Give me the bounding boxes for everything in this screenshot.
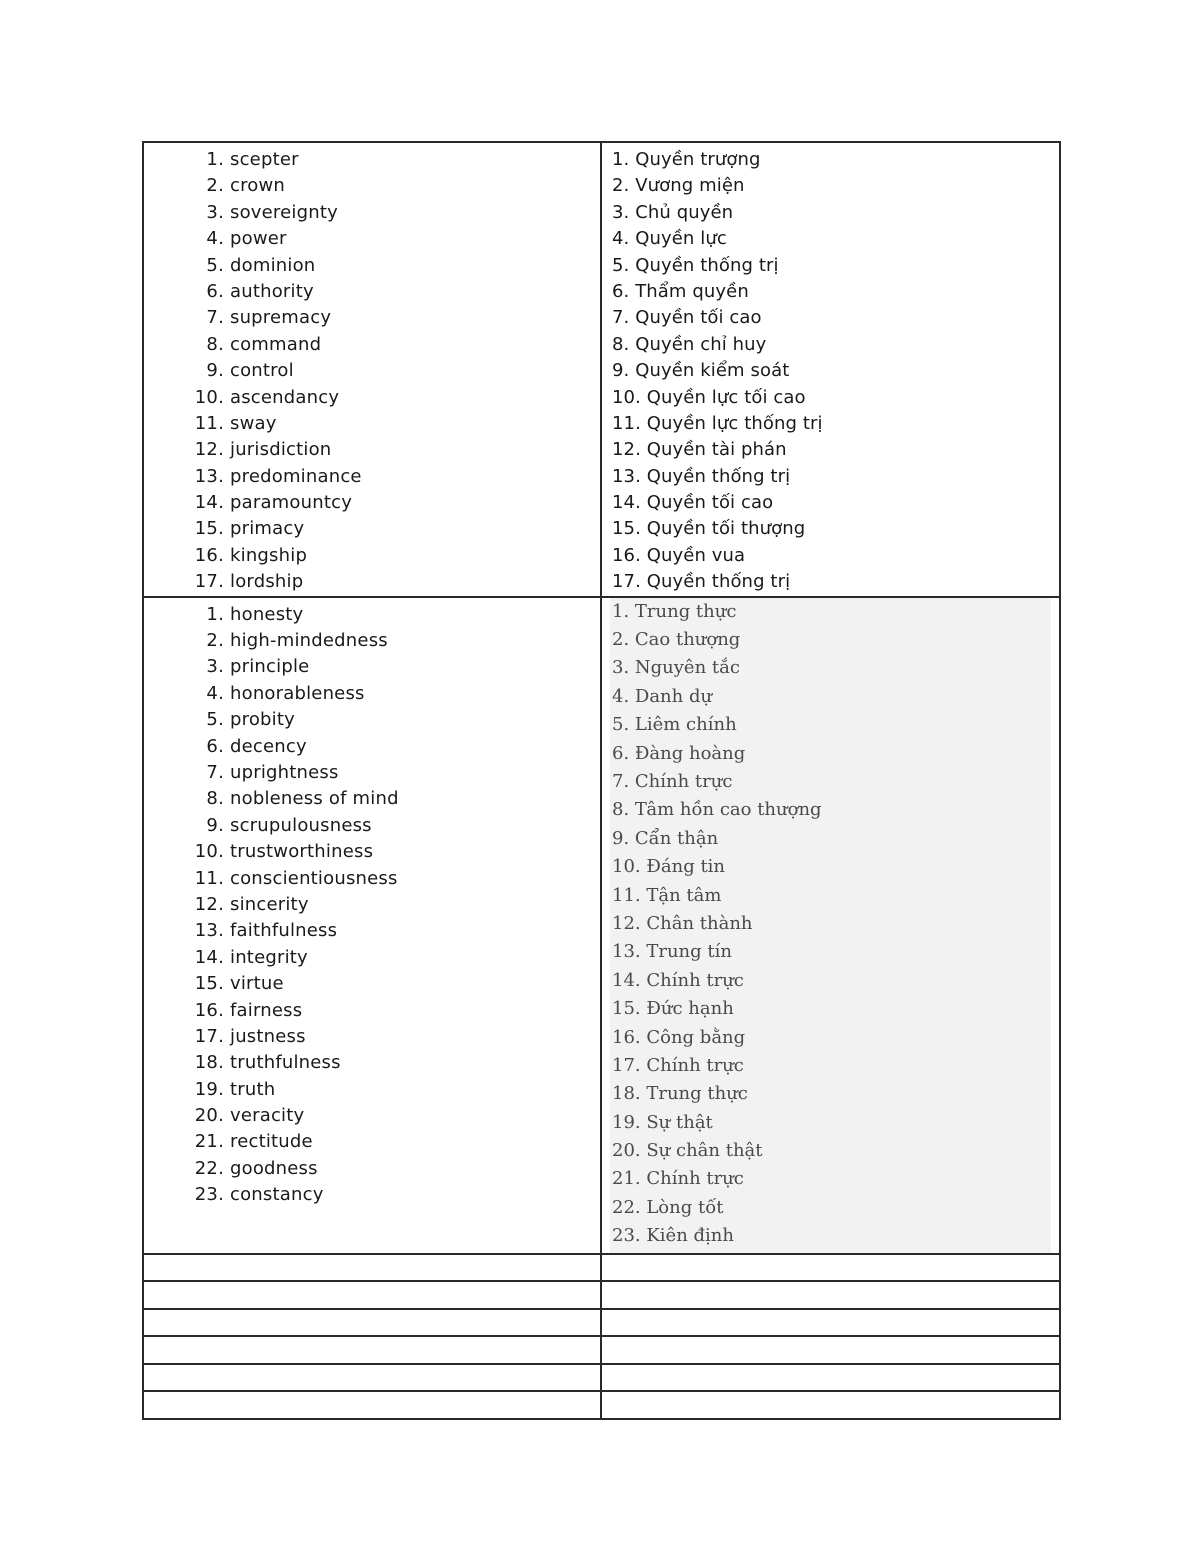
- english-term: control: [230, 360, 294, 382]
- empty-cell: [143, 1309, 601, 1337]
- english-term: conscientiousness: [230, 867, 398, 889]
- cell-vietnamese-power: [601, 142, 1060, 597]
- item-number: 3.: [206, 201, 224, 223]
- table-row-power: [143, 142, 1060, 597]
- empty-cell: [143, 1281, 601, 1309]
- english-term: truth: [230, 1078, 276, 1100]
- vietnamese-term: 3. Chủ quyền: [612, 201, 734, 223]
- english-term: paramountcy: [230, 492, 353, 514]
- vietnamese-term: 11. Tận tâm: [612, 884, 722, 906]
- english-term: faithfulness: [230, 920, 338, 942]
- list-item: [144, 918, 600, 944]
- list-item: [144, 628, 600, 654]
- vietnamese-term: 10. Đáng tin: [612, 856, 726, 878]
- list-item: [144, 654, 600, 680]
- list-item: [144, 358, 600, 384]
- empty-cell: [601, 1336, 1060, 1364]
- english-term: supremacy: [230, 307, 332, 329]
- item-number: 9.: [206, 360, 224, 382]
- list-item: [144, 866, 600, 892]
- english-term: primacy: [230, 518, 305, 540]
- item-number: 7.: [206, 761, 224, 783]
- vietnamese-term: 11. Quyền lực thống trị: [612, 412, 823, 434]
- vocabulary-table: [142, 141, 1061, 1420]
- english-term: decency: [230, 735, 307, 757]
- english-term: virtue: [230, 973, 284, 995]
- empty-cell: [601, 1364, 1060, 1392]
- list-item: [144, 543, 600, 569]
- vietnamese-term: 9. Cẩn thận: [612, 827, 719, 849]
- vietnamese-term: 23. Kiên định: [612, 1225, 734, 1247]
- item-number: 13.: [194, 920, 224, 942]
- vietnamese-term: 5. Quyền thống trị: [612, 254, 779, 276]
- list-item: [144, 971, 600, 997]
- vietnamese-term: 2. Vương miện: [612, 175, 745, 197]
- vietnamese-term: 5. Liêm chính: [612, 714, 737, 736]
- vietnamese-term: 16. Quyền vua: [612, 544, 746, 566]
- item-number: 12.: [194, 439, 224, 461]
- english-term: justness: [230, 1025, 306, 1047]
- vietnamese-term: 6. Đàng hoàng: [612, 742, 746, 764]
- english-term: goodness: [230, 1157, 318, 1179]
- english-list-honesty: [144, 598, 600, 1209]
- empty-table-row: [143, 1391, 1060, 1419]
- english-term: predominance: [230, 465, 362, 487]
- item-number: 23.: [194, 1184, 224, 1206]
- item-number: 1.: [206, 603, 224, 625]
- item-number: 12.: [194, 893, 224, 915]
- english-term: rectitude: [230, 1131, 313, 1153]
- item-number: 17.: [194, 571, 224, 593]
- item-number: 4.: [206, 228, 224, 250]
- english-term: scrupulousness: [230, 814, 372, 836]
- item-number: 15.: [194, 518, 224, 540]
- empty-cell: [601, 1309, 1060, 1337]
- table-row-honesty: [143, 597, 1060, 1254]
- item-number: 10.: [194, 386, 224, 408]
- item-number: 1.: [206, 149, 224, 170]
- item-number: 7.: [206, 307, 224, 329]
- vietnamese-term: 15. Quyền tối thượng: [612, 518, 806, 540]
- english-term: probity: [230, 709, 295, 731]
- empty-table-row: [143, 1364, 1060, 1392]
- vietnamese-term: 14. Chính trực: [612, 969, 744, 991]
- empty-table-row: [143, 1281, 1060, 1309]
- item-number: 2.: [206, 630, 224, 652]
- english-term: power: [230, 228, 287, 250]
- vietnamese-term: 18. Trung thực: [612, 1083, 748, 1105]
- english-term: ascendancy: [230, 386, 340, 408]
- item-number: 16.: [194, 544, 224, 566]
- vietnamese-list-power: [602, 143, 1059, 596]
- cell-english-honesty: [143, 597, 601, 1254]
- vietnamese-term: 8. Quyền chỉ huy: [612, 333, 767, 355]
- item-number: 4.: [206, 682, 224, 704]
- empty-cell: [601, 1281, 1060, 1309]
- vietnamese-term: 12. Chân thành: [612, 912, 753, 934]
- list-item: [144, 786, 600, 812]
- vietnamese-term: 4. Danh dự: [612, 685, 713, 707]
- english-term: command: [230, 333, 322, 355]
- list-item: [144, 1129, 600, 1155]
- list-item: [144, 253, 600, 279]
- item-number: 11.: [194, 867, 224, 889]
- vietnamese-term: 17. Quyền thống trị: [612, 571, 791, 593]
- english-term: lordship: [230, 571, 304, 593]
- vietnamese-term: 13. Trung tín: [612, 941, 732, 963]
- english-term: scepter: [230, 149, 299, 170]
- empty-cell: [143, 1364, 601, 1392]
- english-term: uprightness: [230, 761, 339, 783]
- list-item: [144, 1156, 600, 1182]
- english-list-power: [144, 143, 600, 596]
- list-item: [144, 1024, 600, 1050]
- item-number: 13.: [194, 465, 224, 487]
- english-term: dominion: [230, 254, 316, 276]
- english-term: crown: [230, 175, 286, 197]
- empty-cell: [143, 1254, 601, 1282]
- vietnamese-term: 20. Sự chân thật: [612, 1140, 763, 1162]
- item-number: 3.: [206, 656, 224, 678]
- vietnamese-term: 12. Quyền tài phán: [612, 439, 787, 461]
- vietnamese-term: 16. Công bằng: [612, 1026, 746, 1048]
- vietnamese-term: 6. Thẩm quyền: [612, 280, 749, 302]
- item-number: 22.: [194, 1157, 224, 1179]
- list-item: [144, 279, 600, 305]
- vietnamese-term: 13. Quyền thống trị: [612, 465, 791, 487]
- english-term: truthfulness: [230, 1052, 341, 1074]
- vietnamese-term: 7. Chính trực: [612, 770, 733, 792]
- item-number: 14.: [194, 946, 224, 968]
- vietnamese-term: 17. Chính trực: [612, 1054, 744, 1076]
- english-term: sincerity: [230, 893, 309, 915]
- vietnamese-term: 15. Đức hạnh: [612, 998, 734, 1020]
- english-term: honesty: [230, 603, 304, 625]
- list-item: [144, 602, 600, 628]
- english-term: honorableness: [230, 682, 365, 704]
- english-term: authority: [230, 280, 314, 302]
- list-item: [144, 1050, 600, 1076]
- list-item: [144, 681, 600, 707]
- item-number: 16.: [194, 999, 224, 1021]
- list-item: [144, 998, 600, 1024]
- vietnamese-term: 19. Sự thật: [612, 1111, 713, 1133]
- item-number: 20.: [194, 1105, 224, 1127]
- item-number: 18.: [194, 1052, 224, 1074]
- list-item: [144, 464, 600, 490]
- list-item: [144, 385, 600, 411]
- vietnamese-term: 3. Nguyên tắc: [612, 657, 740, 679]
- list-item: [144, 839, 600, 865]
- english-term: high-mindedness: [230, 630, 388, 652]
- vietnamese-term: 10. Quyền lực tối cao: [612, 386, 806, 408]
- english-term: kingship: [230, 544, 308, 566]
- empty-table-row: [143, 1254, 1060, 1282]
- empty-cell: [601, 1391, 1060, 1419]
- vietnamese-term: 9. Quyền kiểm soát: [612, 360, 790, 382]
- shaded-text-block: [610, 598, 1051, 1253]
- english-term: principle: [230, 656, 310, 678]
- english-term: constancy: [230, 1184, 324, 1206]
- list-item: [144, 437, 600, 463]
- item-number: 8.: [206, 788, 224, 810]
- list-item: [144, 1182, 600, 1208]
- list-item: [144, 813, 600, 839]
- list-item: [144, 200, 600, 226]
- vietnamese-term: 1. Trung thực: [612, 600, 737, 622]
- empty-cell: [143, 1336, 601, 1364]
- vietnamese-term: 2. Cao thượng: [612, 629, 741, 651]
- list-item: [144, 760, 600, 786]
- english-term: trustworthiness: [230, 841, 374, 863]
- vietnamese-term: 22. Lòng tốt: [612, 1196, 724, 1218]
- english-term: fairness: [230, 999, 303, 1021]
- item-number: 21.: [194, 1131, 224, 1153]
- cell-english-power: [143, 142, 601, 597]
- list-item: [144, 147, 600, 173]
- empty-cell: [601, 1254, 1060, 1282]
- item-number: 6.: [206, 280, 224, 302]
- list-item: [144, 734, 600, 760]
- english-term: jurisdiction: [230, 439, 332, 461]
- english-term: sovereignty: [230, 201, 338, 223]
- item-number: 15.: [194, 973, 224, 995]
- english-term: integrity: [230, 946, 308, 968]
- list-item: [144, 945, 600, 971]
- list-item: [144, 173, 600, 199]
- list-item: [144, 1103, 600, 1129]
- item-number: 14.: [194, 492, 224, 514]
- english-term: sway: [230, 412, 277, 434]
- item-number: 17.: [194, 1025, 224, 1047]
- item-number: 5.: [206, 709, 224, 731]
- item-number: 6.: [206, 735, 224, 757]
- empty-table-row: [143, 1336, 1060, 1364]
- item-number: 8.: [206, 333, 224, 355]
- item-number: 11.: [194, 412, 224, 434]
- list-item: [144, 892, 600, 918]
- list-item: [144, 1077, 600, 1103]
- vietnamese-term: 21. Chính trực: [612, 1168, 744, 1190]
- list-item: [144, 411, 600, 437]
- list-item: [144, 516, 600, 542]
- vietnamese-term: 1. Quyền trượng: [612, 149, 761, 170]
- empty-cell: [143, 1391, 601, 1419]
- cell-vietnamese-honesty: [601, 597, 1060, 1254]
- item-number: 10.: [194, 841, 224, 863]
- vietnamese-term: 4. Quyền lực: [612, 228, 727, 250]
- item-number: 19.: [194, 1078, 224, 1100]
- item-number: 5.: [206, 254, 224, 276]
- list-item: [144, 305, 600, 331]
- item-number: 2.: [206, 175, 224, 197]
- empty-table-row: [143, 1309, 1060, 1337]
- english-term: nobleness of mind: [230, 788, 399, 810]
- item-number: 9.: [206, 814, 224, 836]
- list-item: [144, 707, 600, 733]
- list-item: [144, 490, 600, 516]
- vietnamese-list-honesty: [612, 598, 1051, 1251]
- vietnamese-term: 14. Quyền tối cao: [612, 492, 774, 514]
- vietnamese-term: 8. Tâm hồn cao thượng: [612, 799, 822, 821]
- list-item: [144, 332, 600, 358]
- list-item: [144, 226, 600, 252]
- english-term: veracity: [230, 1105, 305, 1127]
- vietnamese-term: 7. Quyền tối cao: [612, 307, 762, 329]
- list-item: [144, 569, 600, 595]
